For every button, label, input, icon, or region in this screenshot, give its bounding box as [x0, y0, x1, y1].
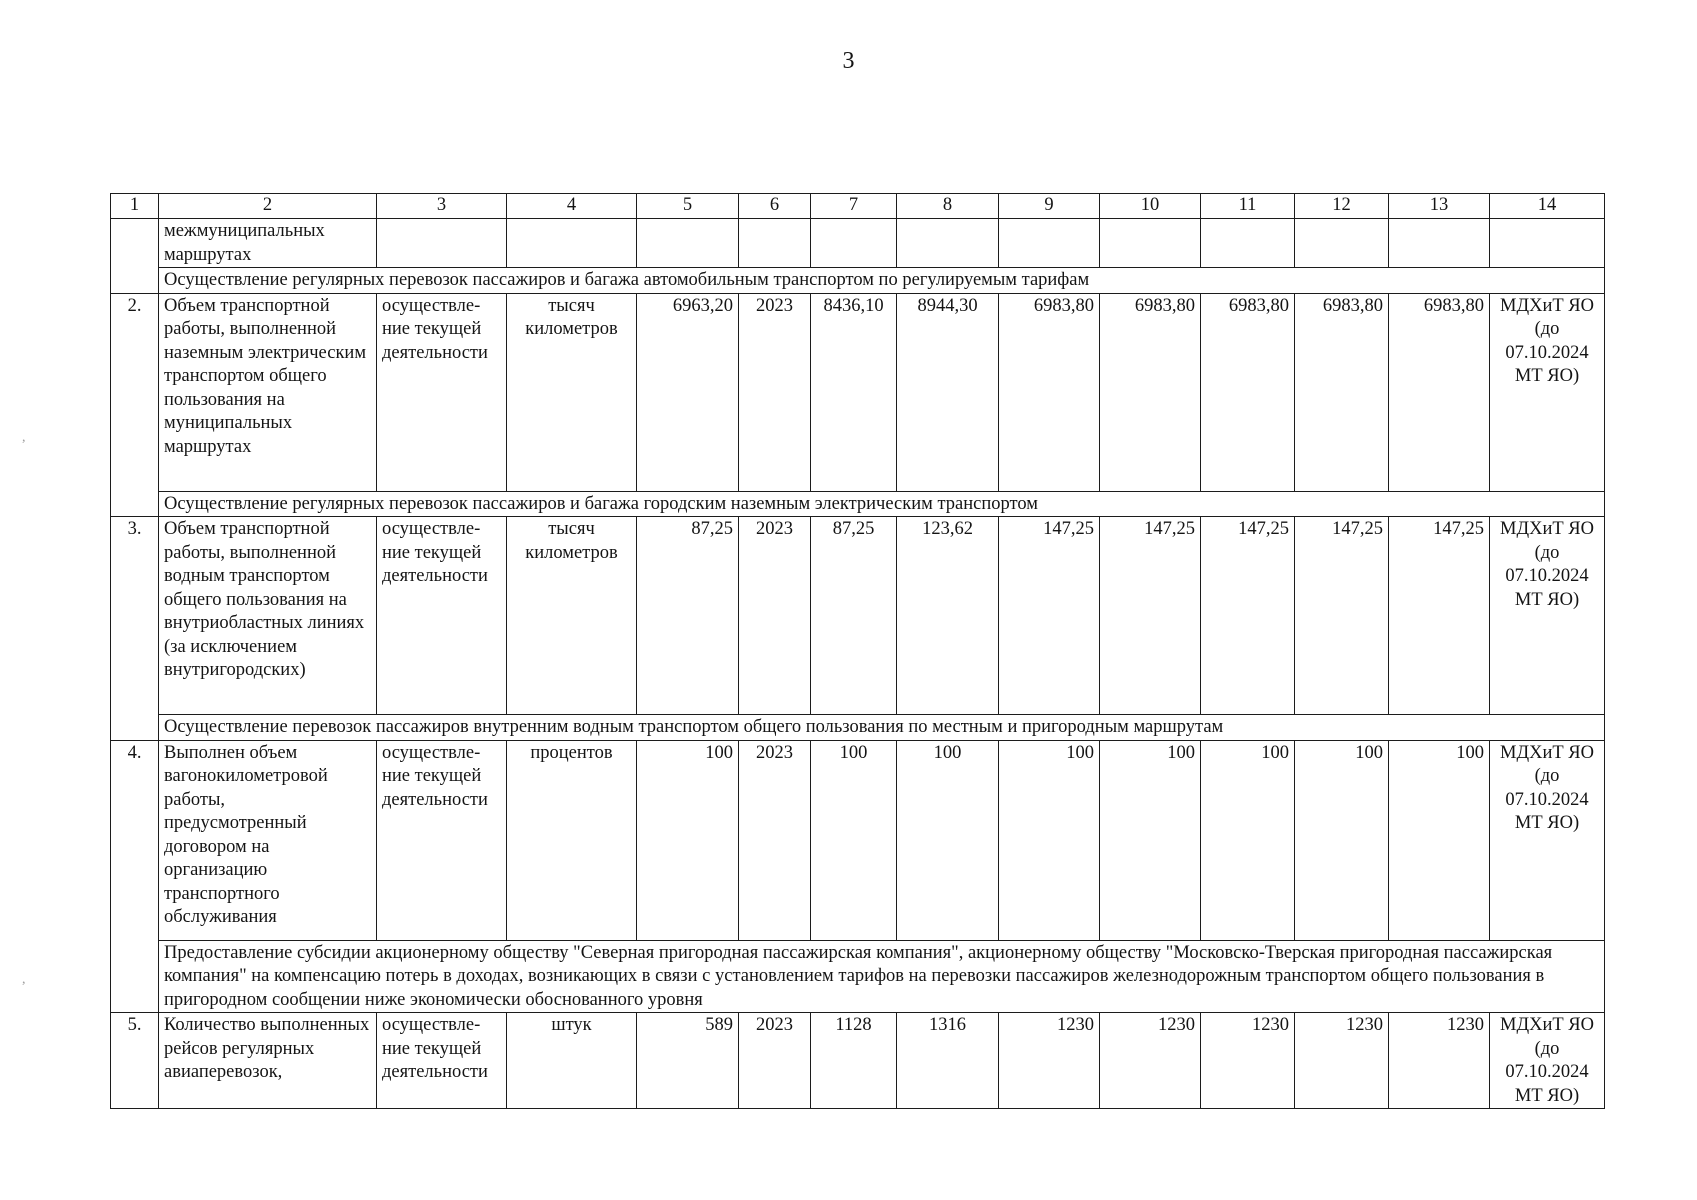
scan-artifact-mark: , — [22, 972, 26, 987]
empty-cell — [377, 219, 507, 268]
indicators-table — [110, 193, 1605, 1109]
implementation-term: осуществле-ние текущей деятельности — [377, 1013, 507, 1109]
empty-cell — [507, 219, 637, 268]
indicator-row — [111, 740, 1605, 940]
value-col-13: 100 — [1389, 740, 1490, 940]
base-value: 6963,20 — [637, 293, 739, 491]
value-col-7: 8436,10 — [811, 293, 897, 491]
value-col-11: 147,25 — [1201, 517, 1295, 715]
indicator-row — [111, 1013, 1605, 1109]
base-year: 2023 — [739, 293, 811, 491]
row-number: 5. — [111, 1013, 159, 1109]
section-row — [111, 268, 1605, 294]
value-col-13: 1230 — [1389, 1013, 1490, 1109]
value-col-9: 1230 — [999, 1013, 1100, 1109]
column-number: 8 — [897, 194, 999, 219]
empty-cell — [999, 219, 1100, 268]
base-value: 589 — [637, 1013, 739, 1109]
column-number: 2 — [159, 194, 377, 219]
section-row — [111, 940, 1605, 1013]
scan-artifact-mark: , — [22, 430, 26, 445]
column-number-row — [111, 194, 1605, 219]
value-col-12: 6983,80 — [1295, 293, 1389, 491]
unit-of-measure: тысяч километров — [507, 293, 637, 491]
value-col-7: 100 — [811, 740, 897, 940]
unit-of-measure: процентов — [507, 740, 637, 940]
column-number: 10 — [1100, 194, 1201, 219]
row-number: 2. — [111, 293, 159, 517]
column-number: 7 — [811, 194, 897, 219]
indicator-row — [111, 517, 1605, 715]
empty-cell — [1295, 219, 1389, 268]
column-number: 1 — [111, 194, 159, 219]
empty-cell — [637, 219, 739, 268]
indicator-name: Количество выполненных рейсов регулярных авиаперевозок, — [159, 1013, 377, 1109]
base-value: 87,25 — [637, 517, 739, 715]
empty-cell — [897, 219, 999, 268]
row-number: 3. — [111, 517, 159, 741]
value-col-8: 100 — [897, 740, 999, 940]
value-col-8: 1316 — [897, 1013, 999, 1109]
empty-cell — [811, 219, 897, 268]
row-number-cell — [111, 219, 159, 294]
base-value: 100 — [637, 740, 739, 940]
implementation-term: осуществле-ние текущей деятельности — [377, 740, 507, 940]
continuation-row — [111, 219, 1605, 268]
empty-cell — [1389, 219, 1490, 268]
column-number: 5 — [637, 194, 739, 219]
indicator-name-cell: межмуниципальных маршрутах — [159, 219, 377, 268]
empty-cell — [739, 219, 811, 268]
value-col-9: 147,25 — [999, 517, 1100, 715]
page-number: 3 — [842, 48, 855, 74]
column-number: 12 — [1295, 194, 1389, 219]
value-col-11: 1230 — [1201, 1013, 1295, 1109]
value-col-11: 6983,80 — [1201, 293, 1295, 491]
base-year: 2023 — [739, 517, 811, 715]
responsible-executor: МДХиТ ЯО (до 07.10.2024 МТ ЯО) — [1490, 740, 1605, 940]
empty-cell — [1100, 219, 1201, 268]
unit-of-measure: штук — [507, 1013, 637, 1109]
value-col-12: 1230 — [1295, 1013, 1389, 1109]
value-col-7: 87,25 — [811, 517, 897, 715]
responsible-executor: МДХиТ ЯО (до 07.10.2024 МТ ЯО) — [1490, 1013, 1605, 1109]
value-col-7: 1128 — [811, 1013, 897, 1109]
row-number: 4. — [111, 740, 159, 1013]
indicator-name: Объем транспортной работы, выполненной наземным электрическим транспортом общего пользования на муниципальных маршрутах — [159, 293, 377, 491]
indicator-name: Объем транспортной работы, выполненной водным транспортом общего пользования на внутриобластных линиях (за исключением внутригородских) — [159, 517, 377, 715]
column-number: 13 — [1389, 194, 1490, 219]
value-col-10: 147,25 — [1100, 517, 1201, 715]
value-col-9: 100 — [999, 740, 1100, 940]
empty-cell — [1201, 219, 1295, 268]
column-number: 11 — [1201, 194, 1295, 219]
base-year: 2023 — [739, 740, 811, 940]
value-col-13: 147,25 — [1389, 517, 1490, 715]
value-col-9: 6983,80 — [999, 293, 1100, 491]
empty-cell — [1490, 219, 1605, 268]
responsible-executor: МДХиТ ЯО (до 07.10.2024 МТ ЯО) — [1490, 517, 1605, 715]
section-title: Осуществление регулярных перевозок пассажиров и багажа автомобильным транспортом по регулируемым тарифам — [159, 268, 1605, 294]
section-row — [111, 491, 1605, 517]
value-col-8: 8944,30 — [897, 293, 999, 491]
value-col-8: 123,62 — [897, 517, 999, 715]
unit-of-measure: тысяч километров — [507, 517, 637, 715]
indicator-name: Выполнен объем вагонокилометровой работы, предусмотренный договором на организацию транспортного обслуживания — [159, 740, 377, 940]
section-row — [111, 715, 1605, 741]
section-title: Предоставление субсидии акционерному обществу "Северная пригородная пассажирская компания", акционерному обществу "Московско-Тверская пригородная пассажирская компания" на компенсацию потерь в доходах, возникающих в связи с установлением тарифов на перевозки пассажиров железнодорожным транспортом общего пользования в пригородном сообщении ниже экономически обоснованного уровня — [159, 940, 1605, 1013]
value-col-12: 100 — [1295, 740, 1389, 940]
base-year: 2023 — [739, 1013, 811, 1109]
section-title: Осуществление регулярных перевозок пассажиров и багажа городским наземным электрическим транспортом — [159, 491, 1605, 517]
value-col-10: 1230 — [1100, 1013, 1201, 1109]
column-number: 6 — [739, 194, 811, 219]
value-col-13: 6983,80 — [1389, 293, 1490, 491]
column-number: 3 — [377, 194, 507, 219]
value-col-12: 147,25 — [1295, 517, 1389, 715]
column-number: 14 — [1490, 194, 1605, 219]
indicator-row — [111, 293, 1605, 491]
value-col-10: 6983,80 — [1100, 293, 1201, 491]
implementation-term: осуществле-ние текущей деятельности — [377, 517, 507, 715]
responsible-executor: МДХиТ ЯО (до 07.10.2024 МТ ЯО) — [1490, 293, 1605, 491]
column-number: 9 — [999, 194, 1100, 219]
section-title: Осуществление перевозок пассажиров внутренним водным транспортом общего пользования по местным и пригородным маршрутам — [159, 715, 1605, 741]
column-number: 4 — [507, 194, 637, 219]
value-col-10: 100 — [1100, 740, 1201, 940]
implementation-term: осуществле-ние текущей деятельности — [377, 293, 507, 491]
value-col-11: 100 — [1201, 740, 1295, 940]
